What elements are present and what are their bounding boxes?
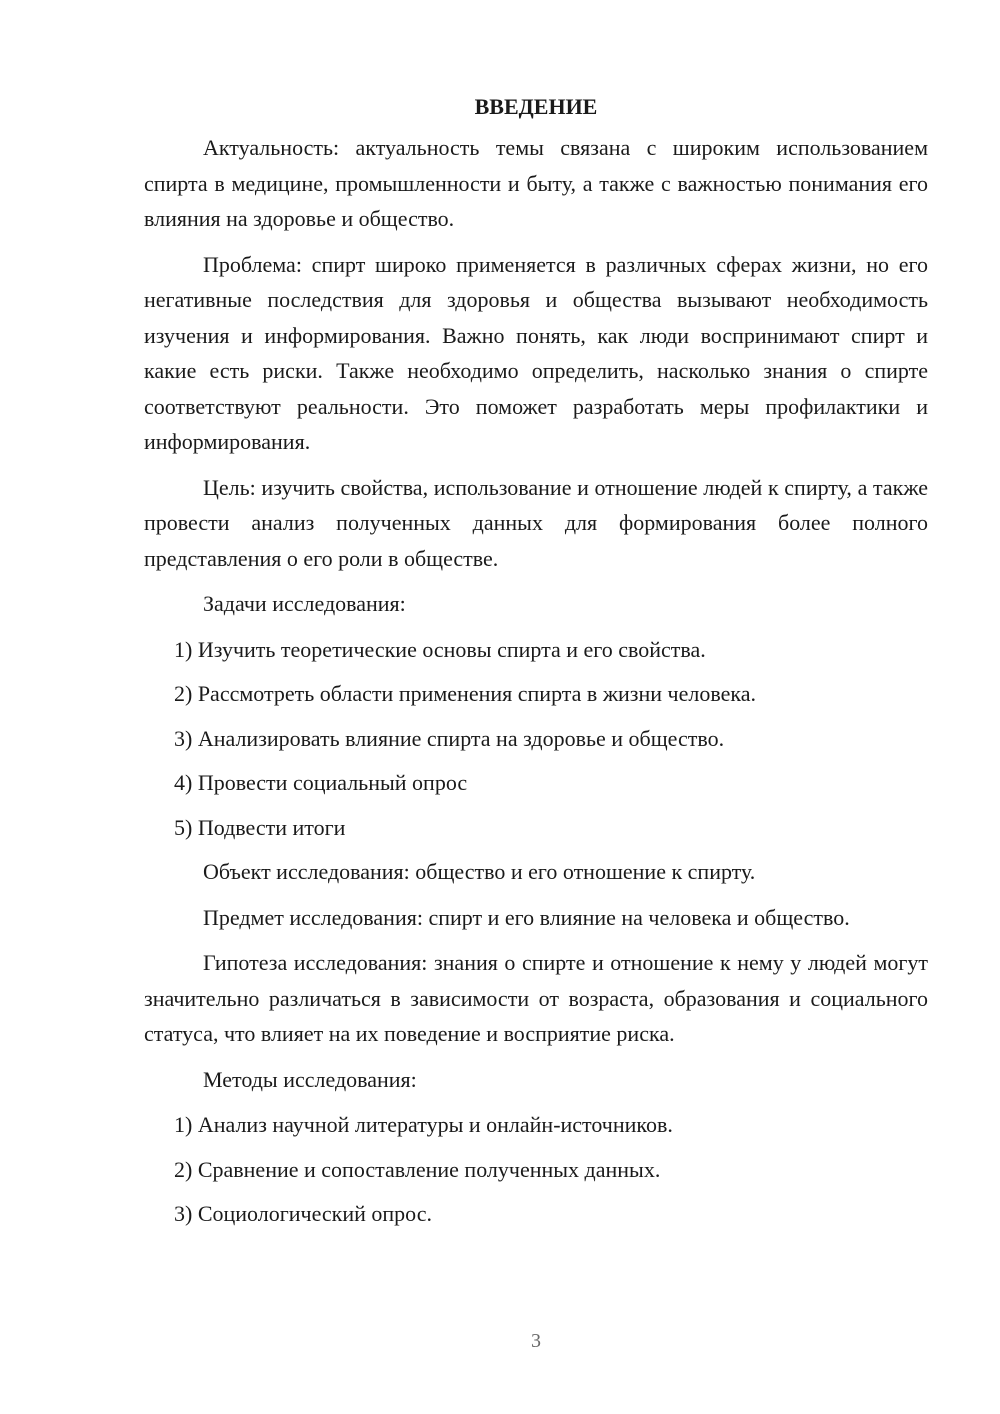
page-title: ВВЕДЕНИЕ xyxy=(474,94,598,119)
list-item: 2) Рассмотреть области применения спирта в жизни человека. xyxy=(174,681,756,706)
list-item: 3) Анализировать влияние спирта на здоровье и общество. xyxy=(174,725,725,751)
tasks-title: Задачи исследования: xyxy=(203,591,406,616)
list-item: 1) Изучить теоретические основы спирта и его свойства. xyxy=(174,636,706,662)
subject-paragraph: Предмет исследования: спирт и его влияние на человека и общество. xyxy=(203,904,850,930)
problem-paragraph: Проблема: спирт широко применяется в различных сферах жизни, но его негативные последствия для здоровья и общества вызывают необходимость изучения и информирования. Важно понять, как люди воспринимают спирт и какие есть риски. Также необходимо определить, насколько знания о спирте соответствуют реальности. Это поможет разработать меры профилактики и информирования. xyxy=(144,251,928,454)
goal-paragraph: Цель: изучить свойства, использование и отношение людей к спирту, а также провести анализ полученных данных для формирования более полного представления о его роли в обществе. xyxy=(144,474,928,571)
list-item: 3) Социологический опрос. xyxy=(174,1201,432,1226)
list-item: 5) Подвести итоги xyxy=(174,814,346,840)
list-item: 2) Сравнение и сопоставление полученных данных. xyxy=(174,1156,661,1182)
methods-list xyxy=(144,1107,928,1232)
hypothesis-paragraph: Гипотеза исследования: знания о спирте и отношение к нему у людей могут значительно различаться в зависимости от возраста, образования и социального статуса, что влияет на их поведение и восприятие риска. xyxy=(144,950,928,1046)
tasks-list xyxy=(144,632,928,846)
page-number: 3 xyxy=(531,1330,541,1352)
relevance-paragraph: Актуальность: актуальность темы связана с широким использованием спирта в медицине, промышленности и быту, а также с важностью понимания его влияния на здоровье и общество. xyxy=(144,135,928,231)
object-paragraph: Объект исследования: общество и его отношение к спирту. xyxy=(203,859,756,884)
document-page xyxy=(144,90,928,1241)
methods-title: Методы исследования: xyxy=(203,1066,417,1092)
list-item: 1) Анализ научной литературы и онлайн-источников. xyxy=(174,1112,673,1137)
list-item: 4) Провести социальный опрос xyxy=(174,770,468,795)
